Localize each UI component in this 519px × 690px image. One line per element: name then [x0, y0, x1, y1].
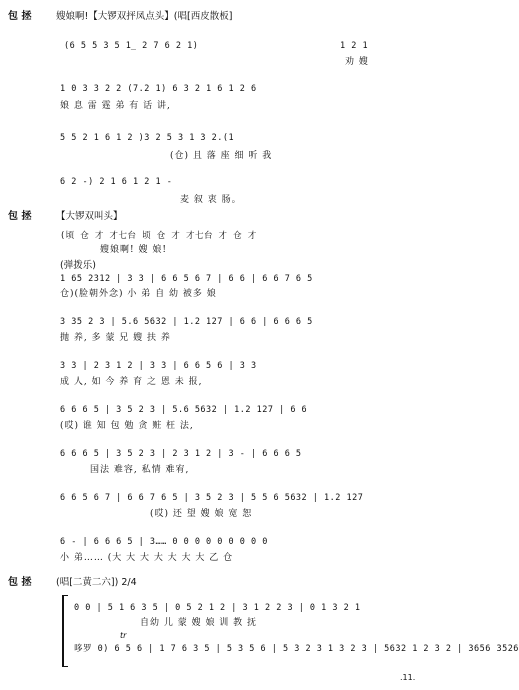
section-title-1: 嫂娘啊!【大锣双抨凤点头】(唱[西皮散板]: [56, 11, 233, 22]
role-label-2: 包 拯: [8, 211, 32, 222]
notation-line: 1 2 1: [340, 41, 369, 51]
lyric-line: 抛 养, 多 蒙 兄 嫂 扶 养: [60, 333, 171, 343]
notation-line: 5 5 2 1 6 1 2 )3 2 5 3 1 3 2.(1: [60, 133, 235, 143]
notation-line: 6 6 5 6 7 | 6 6 7 6 5 | 3 5 2 3 | 5 5 6 5632 | 1.2 127: [60, 493, 364, 503]
lyric-line: (哎) 谁 知 包 勉 贪 赃 枉 法,: [60, 421, 194, 431]
notation-line: 1 0 3 3 2 2 (7.2 1) 6 3 2 1 6 1 2 6: [60, 84, 257, 94]
upper-staff-notes: 0 0 | 5 1 6 3 5 | 0 5 2 1 2 | 3 1 2 2 3 | 0 1 3 2 1: [74, 603, 361, 613]
lyric-line: (哎) 还 望 嫂 娘 宽 恕: [150, 509, 253, 519]
lyric-line: 娘 息 雷 霆 弟 有 话 讲,: [60, 101, 171, 111]
lyric-line: 劝 嫂: [345, 57, 369, 67]
trill-mark: tr: [120, 631, 127, 640]
lyric-line: (仓) 且 落 座 细 听 我: [170, 151, 273, 161]
lower-staff-notes: 哆罗 0) 6 5 6 | 1 7 6 3 5 | 5 3 5 6 | 5 3 2 3 1 3 2 3 | 5632 1 2 3 2 | 3656 3526: [74, 644, 519, 654]
lyric-line: 成 人, 如 今 养 育 之 恩 未 报,: [60, 377, 203, 387]
lyric-line: 麦 叙 衷 肠。: [180, 195, 242, 205]
system-brace: [62, 595, 68, 667]
notation-line: 1 65 2312 | 3 3 | 6 6 5 6 7 | 6 6 | 6 6 7 6 5: [60, 274, 313, 284]
role-label-1: 包 拯: [8, 11, 32, 22]
notation-line: 6 6 6 5 | 3 5 2 3 | 2 3 1 2 | 3 - | 6 6 6 5: [60, 449, 302, 459]
upper-staff-lyrics: 自幼 儿 蒙 嫂 娘 训 教 抚: [140, 618, 258, 628]
percussion-line: (顷 仓 才 才七台 顷 仓 才 才七台 才 仓 才: [60, 231, 257, 241]
notation-line: 6 2 -) 2 1 6 1 2 1 -: [60, 177, 173, 187]
role-label-3: 包 拯: [8, 577, 32, 588]
section-title-2: 【大锣双叫头】: [56, 211, 123, 222]
notation-line: 3 3 | 2 3 1 2 | 3 3 | 6 6 5 6 | 3 3: [60, 361, 257, 371]
lyric-line: 小 弟…… (大 大 大 大 大 大 大 乙 仓: [60, 553, 234, 563]
notation-line: 3 35 2 3 | 5.6 5632 | 1.2 127 | 6 6 | 6 6 6 5: [60, 317, 313, 327]
page-number: .11.: [400, 673, 416, 682]
instrument-note: (弹拨乐): [60, 260, 96, 271]
lyric-line: 国法 难容, 私情 难宥,: [90, 465, 190, 475]
notation-line: 6 - | 6 6 6 5 | 3…… 0 0 0 0 0 0 0 0 0: [60, 537, 268, 547]
lyric-line: 嫂娘啊! 嫂 娘!: [100, 245, 167, 255]
lyric-line: 仓)(脸朝外念) 小 弟 自 幼 被多 娘: [60, 289, 217, 299]
section-title-3: (唱[二黄二六]) 2/4: [56, 577, 137, 588]
notation-line: 6 6 6 5 | 3 5 2 3 | 5.6 5632 | 1.2 127 | 6 6: [60, 405, 308, 415]
notation-line: (6 5 5 3 5 1̲ 2 7 6 2 1): [64, 41, 199, 51]
